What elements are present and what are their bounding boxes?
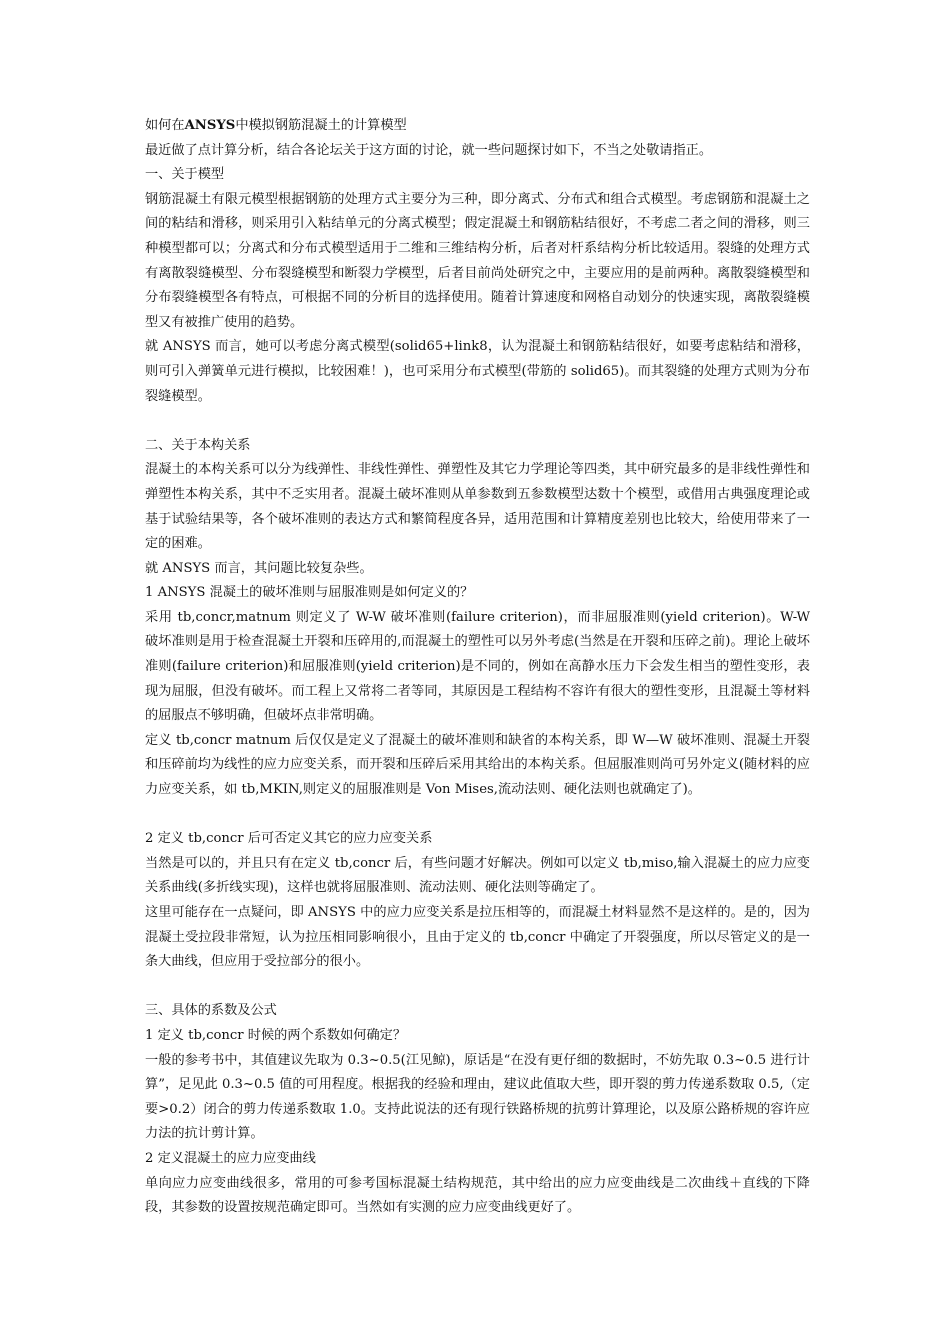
paragraph-tension-compression: 这里可能存在一点疑问，即 ANSYS 中的应力应变关系是拉压相等的，而混凝土材料显然不是这样的。是的，因为混凝土受拉段非常短，认为拉压相同影响很小，且由于定义的 tb,concr 中确定了开裂强度，所以尽管定义的是一条大曲线，但应用于受拉部分的很小。 <box>145 905 810 970</box>
spacer <box>145 975 810 1000</box>
paragraph-shear-coefficients: 一般的参考书中，其值建议先取为 0.3~0.5(江见鲸)，原话是“在没有更仔细的数据时，不妨先取 0.3~0.5 进行计算”，足见此 0.3~0.5 值的可用程度。根据我的经验和理由，建议此值取大些，即开裂的剪力传递系数取 0.5,（定要>0.2）闭合的剪力传递系数取 1.0。支持此说法的还有现行铁路桥规的抗剪计算理论，以及原公路桥规的容许应力法的抗计剪计算。 <box>145 1052 810 1142</box>
question-other-stress-strain: 2 定义 tb,concr 后可否定义其它的应力应变关系 <box>145 831 433 847</box>
paragraph-stress-strain-curve: 单向应力应变曲线很多，常用的可参考国标混凝土结构规范，其中给出的应力应变曲线是二次曲线＋直线的下降段，其参数的设置按规范确定即可。当然如有实测的应力应变曲线更好了。 <box>145 1175 810 1216</box>
paragraph-constitutive: 混凝土的本构关系可以分为线弹性、非线性弹性、弹塑性及其它力学理论等四类，其中研究最多的是非线性弹性和弹塑性本构关系，其中不乏实用者。混凝土破坏准则从单参数到五参数模型达数十个模型，或借用古典强度理论或基于试验结果等，各个破坏准则的表达方式和繁简程度各异，适用范围和计算精度差别也比较大，给使用带来了一定的困难。 <box>145 462 810 552</box>
paragraph-ansys-models: 就 ANSYS 而言，她可以考虑分离式模型(solid65+link8，认为混凝土和钢筋粘结很好，如要考虑粘结和滑移，则可引入弹簧单元进行模拟，比较困难！)，也可采用分布式模型(带筋的 solid65)。而其裂缝的处理方式则为分布裂缝模型。 <box>145 339 810 404</box>
paragraph-tb-concr: 定义 tb,concr matnum 后仅仅是定义了混凝土的破坏准则和缺省的本构关系，即 W—W 破坏准则、混凝土开裂和压碎前均为线性的应力应变关系，而开裂和压碎后采用其给出的本构关系。但屈服准则尚可另外定义(随材料的应力应变关系，如 tb,MKIN,则定义的屈服准则是 Von Mises,流动法则、硬化法则也就确定了)。 <box>145 732 810 798</box>
intro-paragraph: 最近做了点计算分析，结合各论坛关于这方面的讨论，就一些问题探讨如下，不当之处敬请指正。 <box>145 142 713 158</box>
paragraph-ansys-complex: 就 ANSYS 而言，其问题比较复杂些。 <box>145 560 373 576</box>
question-shear-coefficients: 1 定义 tb,concr 时候的两个系数如何确定？ <box>145 1027 407 1043</box>
spacer <box>145 409 810 434</box>
section-heading-coefficients: 三、具体的系数及公式 <box>145 1003 277 1019</box>
question-stress-strain-curve: 2 定义混凝土的应力应变曲线 <box>145 1150 316 1166</box>
question-failure-criterion: 1 ANSYS 混凝土的破坏准则与屈服准则是如何定义的？ <box>145 585 474 601</box>
title-prefix: 如何在 <box>145 118 185 133</box>
document-page <box>145 114 810 1221</box>
paragraph-model-types: 钢筋混凝土有限元模型根据钢筋的处理方式主要分为三种，即分离式、分布式和组合式模型。考虑钢筋和混凝土之间的粘结和滑移，则采用引入粘结单元的分离式模型；假定混凝土和钢筋粘结很好，不考虑二者之间的滑移，则三种模型都可以；分离式和分布式模型适用于二维和三维结构分析，后者对杆系结构分析比较适用。裂缝的处理方式有离散裂缝模型、分布裂缝模型和断裂力学模型，后者目前尚处研究之中，主要应用的是前两种。离散裂缝模型和分布裂缝模型各有特点，可根据不同的分析目的选择使用。随着计算速度和网格自动划分的快速实现，离散裂缝模型又有被推广使用的趋势。 <box>145 191 810 330</box>
document-title <box>145 114 810 139</box>
title-ansys: ANSYS <box>184 118 236 133</box>
paragraph-tb-miso: 当然是可以的，并且只有在定义 tb,concr 后，有些问题才好解决。例如可以定义 tb,miso,输入混凝土的应力应变关系曲线(多折线实现)，这样也就将屈服准则、流动法则、硬化法则等确定了。 <box>145 855 810 896</box>
spacer <box>145 803 810 828</box>
section-heading-models: 一、关于模型 <box>145 167 225 183</box>
paragraph-ww-criterion: 采用 tb,concr,matnum 则定义了 W-W 破坏准则(failure criterion)，而非屈服准则(yield criterion)。W-W 破坏准则是用于检查混凝土开裂和压碎用的,而混凝土的塑性可以另外考虑(当然是在开裂和压碎之前)。理论上破坏准则(failure criterion)和屈服准则(yield criterion)是不同的，例如在高静水压力下会发生相当的塑性变形，表现为屈服，但没有破坏。而工程上又常将二者等同，其原因是工程结构不容许有很大的塑性变形，且混凝土等材料的屈服点不够明确，但破坏点非常明确。 <box>145 609 810 724</box>
section-heading-constitutive: 二、关于本构关系 <box>145 437 251 453</box>
title-suffix: 中模拟钢筋混凝土的计算模型 <box>235 118 407 133</box>
